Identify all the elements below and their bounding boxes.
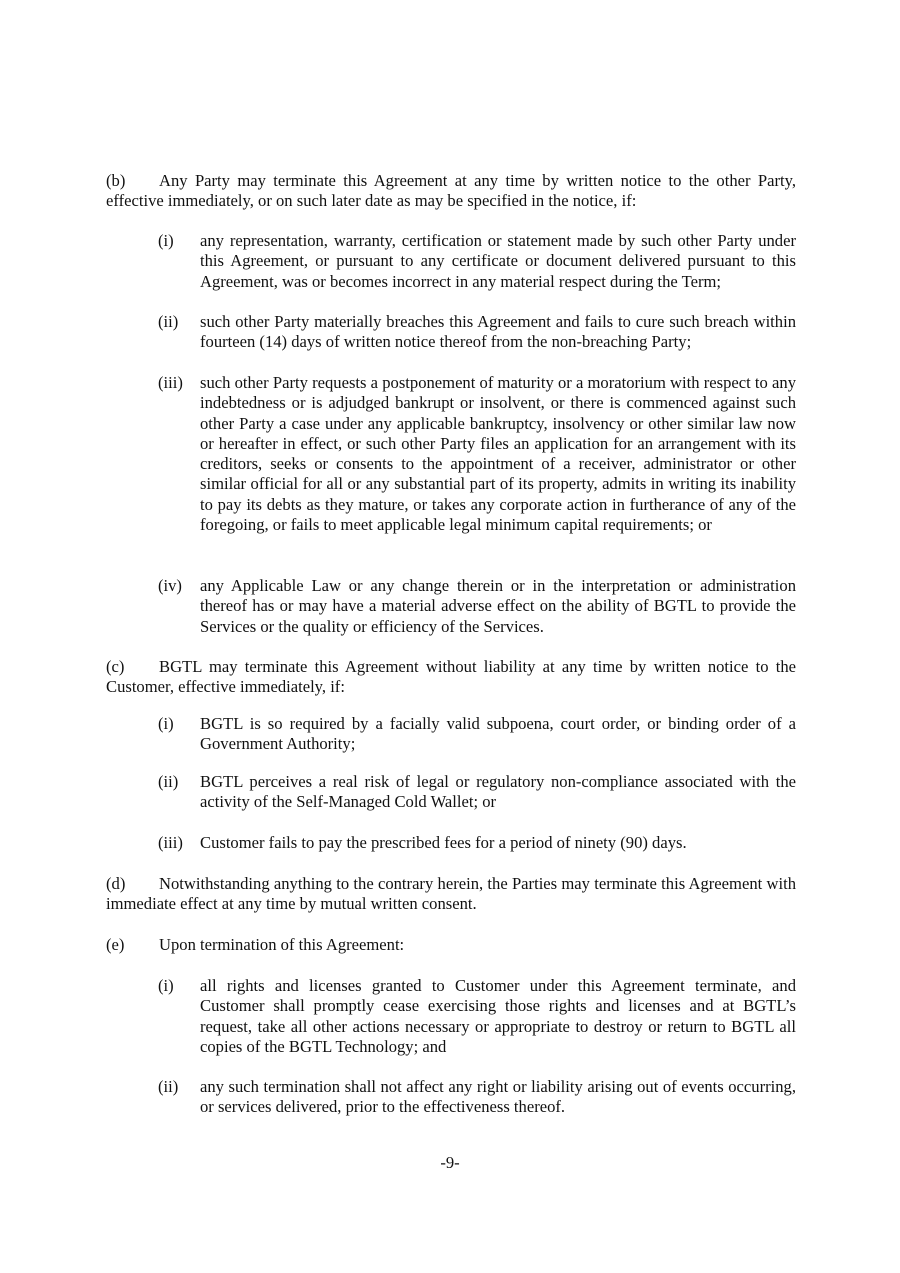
- clause-e-ii-text: any such termination shall not affect any right or liability arising out of events occurring, or services delivered, prior to the effectiveness thereof.: [200, 1077, 796, 1117]
- clause-d-label: (d): [106, 874, 126, 893]
- clause-b-ii-text: such other Party materially breaches this Agreement and fails to cure such breach within fourteen (14) days of written notice thereof from the non-breaching Party;: [200, 312, 796, 352]
- clause-c-i: [158, 714, 796, 755]
- clause-e-i-label: (i): [158, 976, 174, 995]
- clause-b-text: Any Party may terminate this Agreement at any time by written notice to the other Party, effective immediately, or on such later date as may be specified in the notice, if:: [106, 171, 796, 211]
- clause-c-iii-text: Customer fails to pay the prescribed fees for a period of ninety (90) days.: [200, 833, 687, 852]
- clause-b-label: (b): [106, 171, 126, 190]
- clause-c-text: BGTL may terminate this Agreement without liability at any time by written notice to the Customer, effective immediately, if:: [106, 657, 796, 697]
- clause-e-i: [158, 976, 796, 1057]
- clause-b-i-text: any representation, warranty, certification or statement made by such other Party under this Agreement, or pursuant to any certificate or document delivered pursuant to this Agreement, was or becomes incorrect in any material respect during the Term;: [200, 231, 796, 291]
- clause-e-label: (e): [106, 935, 125, 954]
- clause-e-ii: [158, 1077, 796, 1118]
- clause-b-iv: [158, 576, 796, 637]
- clause-c-ii-text: BGTL perceives a real risk of legal or regulatory non-compliance associated with the activity of the Self-Managed Cold Wallet; or: [200, 772, 796, 812]
- clause-b-iii-label: (iii): [158, 373, 183, 392]
- clause-b-iii-text: such other Party requests a postponement of maturity or a moratorium with respect to any indebtedness or is adjudged bankrupt or insolvent, or there is commenced against such other Party a case under any applicable bankruptcy, insolvency or other similar law now or hereafter in effect, or such other Party files an application for an arrangement with its creditors, seeks or consents to the appointment of a receiver, administrator or other similar official for all or any substantial part of its property, admits in writing its inability to pay its debts as they mature, or takes any corporate action in furtherance of any of the foregoing, or fails to meet applicable legal minimum capital requirements; or: [200, 373, 796, 535]
- page-number: -9-: [440, 1153, 460, 1172]
- clause-c-ii-label: (ii): [158, 772, 179, 791]
- clause-c-label: (c): [106, 657, 125, 676]
- clause-c-iii: [158, 833, 796, 853]
- clause-b-iii: [158, 373, 796, 535]
- clause-e-i-text: all rights and licenses granted to Customer under this Agreement terminate, and Customer shall promptly cease exercising those rights and licenses and at BGTL’s request, take all other actions necessary or appropriate to destroy or return to BGTL all copies of the BGTL Technology; and: [200, 976, 796, 1056]
- clause-e: [106, 935, 796, 955]
- clause-b: [106, 171, 796, 212]
- clause-c-ii: [158, 772, 796, 813]
- clause-b-ii: [158, 312, 796, 353]
- clause-d: [106, 874, 796, 915]
- clause-b-i-label: (i): [158, 231, 174, 250]
- clause-e-ii-label: (ii): [158, 1077, 179, 1096]
- clause-b-iv-label: (iv): [158, 576, 182, 595]
- clause-c-iii-label: (iii): [158, 833, 183, 852]
- clause-e-text: Upon termination of this Agreement:: [159, 935, 405, 954]
- clause-c-i-label: (i): [158, 714, 174, 733]
- clause-c: [106, 657, 796, 698]
- clause-b-ii-label: (ii): [158, 312, 179, 331]
- clause-d-text: Notwithstanding anything to the contrary herein, the Parties may terminate this Agreement with immediate effect at any time by mutual written consent.: [106, 874, 796, 914]
- clause-b-iv-text: any Applicable Law or any change therein or in the interpretation or administration thereof has or may have a material adverse effect on the ability of BGTL to provide the Services or the quality or efficiency of the Services.: [200, 576, 796, 636]
- clause-c-i-text: BGTL is so required by a facially valid subpoena, court order, or binding order of a Government Authority;: [200, 714, 796, 754]
- clause-b-i: [158, 231, 796, 292]
